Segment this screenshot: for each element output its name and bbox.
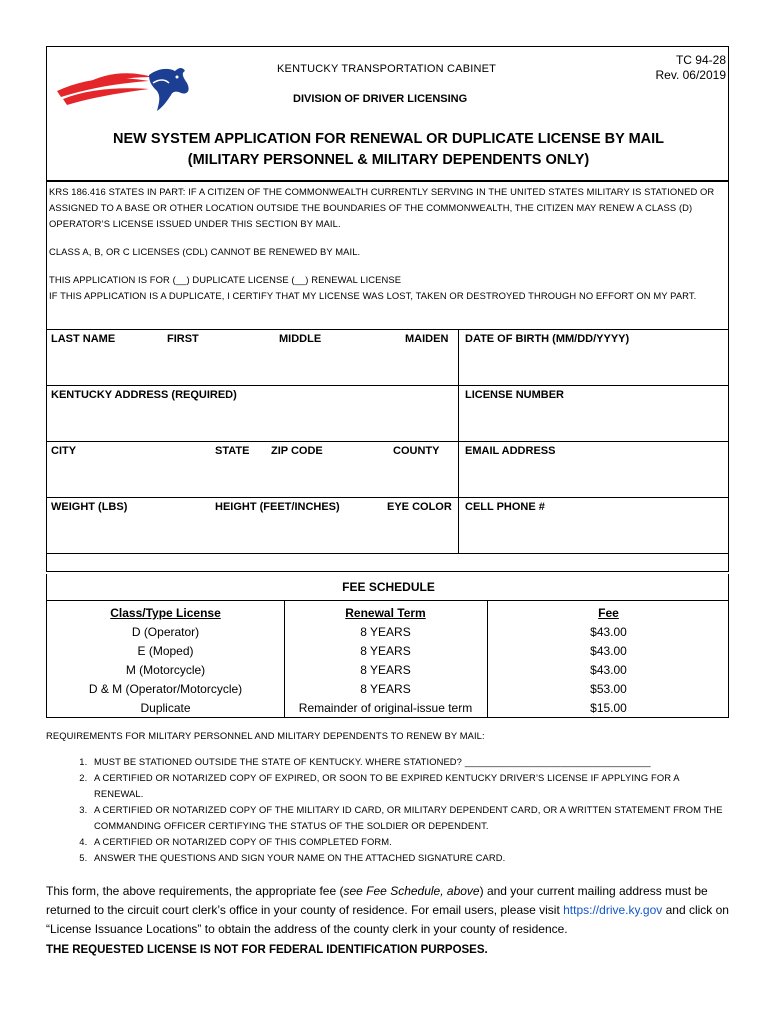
physical-row — [46, 498, 729, 554]
cell-phone-label: CELL PHONE # — [465, 501, 545, 513]
drive-ky-link[interactable]: https://drive.ky.gov — [563, 903, 663, 917]
eye-color-label: EYE COLOR — [387, 501, 452, 513]
fee-term-column — [284, 604, 487, 718]
fee-schedule — [46, 574, 729, 718]
closing-paragraph — [46, 882, 736, 939]
fee-class-cell: D (Operator) — [131, 625, 200, 639]
duplicate-certification: IF THIS APPLICATION IS A DUPLICATE, I CERTIFY THAT MY LICENSE WAS LOST, TAKEN OR DESTROYED THROUGH NO EFFORT ON MY PART. — [49, 290, 697, 301]
city-row — [46, 442, 729, 498]
fee-amount-cell: $15.00 — [590, 701, 627, 715]
fee-term-cell: 8 YEARS — [360, 663, 411, 677]
city-label: CITY — [51, 445, 77, 457]
county-label: COUNTY — [393, 445, 440, 457]
state-label: STATE — [215, 445, 250, 457]
form-subtitle: (MILITARY PERSONNEL & MILITARY DEPENDENTS ONLY) — [187, 152, 590, 168]
fee-class-cell: E (Moped) — [137, 644, 194, 658]
ky-address-label: KENTUCKY ADDRESS (REQUIRED) — [51, 389, 237, 401]
height-label: HEIGHT (FEET/INCHES) — [215, 501, 340, 513]
requirement-item: 3. A CERTIFIED OR NOTARIZED COPY OF THE MILITARY ID CARD, OR MILITARY DEPENDENT CARD, OR A WRITTEN STATEMENT FROM THE COMMANDING OFFICER CERTIFYING THE STATUS OF THE SOLDIER OR DEPENDENT. — [90, 802, 729, 834]
fee-header-term: Renewal Term — [345, 606, 426, 620]
dob-label: DATE OF BIRTH (MM/DD/YYYY) — [465, 333, 630, 345]
fee-class-cell: M (Motorcycle) — [125, 663, 206, 677]
requirement-item: 4. A CERTIFIED OR NOTARIZED COPY OF THIS COMPLETED FORM. — [90, 834, 729, 850]
division-name: DIVISION OF DRIVER LICENSING — [293, 93, 468, 105]
application-type[interactable]: THIS APPLICATION IS FOR (__) DUPLICATE LICENSE (__) RENEWAL LICENSE — [49, 274, 402, 285]
fee-amount-cell: $43.00 — [590, 644, 627, 658]
fee-class-cell: D & M (Operator/Motorcycle) — [88, 682, 243, 696]
intro-text — [46, 180, 729, 330]
zip-label: ZIP CODE — [271, 445, 323, 457]
federal-id-note: THE REQUESTED LICENSE IS NOT FOR FEDERAL IDENTIFICATION PURPOSES. — [46, 944, 488, 956]
requirements-section — [46, 728, 729, 866]
spacer-row — [46, 554, 729, 572]
fee-class-column — [47, 604, 284, 718]
name-field[interactable] — [47, 330, 459, 385]
fee-term-cell: Remainder of original-issue term — [298, 701, 473, 715]
maiden-name-label: MAIDEN — [405, 333, 449, 345]
form-number: TC 94-28 — [675, 53, 726, 67]
fee-term-cell: 8 YEARS — [360, 682, 411, 696]
kentucky-horse-logo-icon — [53, 61, 193, 116]
revision-date: Rev. 06/2019 — [655, 68, 726, 82]
closing-text: This form, the above requirements, the appropriate fee ( — [46, 884, 344, 898]
requirement-item[interactable]: 1. MUST BE STATIONED OUTSIDE THE STATE OF KENTUCKY. WHERE STATIONED? ___________________________________ — [90, 754, 729, 770]
fee-header-class: Class/Type License — [110, 606, 221, 620]
closing-text: ) and your current mailing address must be returned to the circuit court clerk’s office in your county of residence. For email users, please visit — [46, 884, 708, 917]
weight-label: WEIGHT (LBS) — [51, 501, 128, 513]
fee-term-cell: 8 YEARS — [360, 644, 411, 658]
form-page — [46, 46, 729, 980]
requirements-list — [46, 754, 729, 866]
fee-schedule-title: FEE SCHEDULE — [342, 580, 435, 594]
address-row — [46, 386, 729, 442]
closing-text: and click on “License Issuance Locations” to obtain the address of the county clerk in your county of residence. — [46, 903, 729, 936]
form-title: NEW SYSTEM APPLICATION FOR RENEWAL OR DUPLICATE LICENSE BY MAIL — [112, 131, 665, 147]
physical-field[interactable] — [47, 498, 459, 553]
fee-class-cell: Duplicate — [140, 701, 191, 715]
fee-amount-cell: $43.00 — [590, 625, 627, 639]
form-number-block — [656, 53, 727, 83]
statute-paragraph: KRS 186.416 STATES IN PART: IF A CITIZEN OF THE COMMONWEALTH CURRENTLY SERVING IN THE UNITED STATES MILITARY IS STATIONED OR ASSIGNED TO A BASE OR OTHER LOCATION OUTSIDE THE BOUNDARIES OF THE COMMONWEALTH, THE CITIZEN MAY RENEW A CLASS (D) OPERATOR’S LICENSE ISSUED UNDER THIS SECTION BY MAIL. — [49, 186, 715, 229]
requirement-item: 2. A CERTIFIED OR NOTARIZED COPY OF EXPIRED, OR SOON TO BE EXPIRED KENTUCKY DRIVER’S LICENSE IF APPLYING FOR A RENEWAL. — [90, 770, 729, 802]
cdl-note: CLASS A, B, OR C LICENSES (CDL) CANNOT BE RENEWED BY MAIL. — [49, 246, 361, 257]
last-name-label: LAST NAME — [51, 333, 116, 345]
requirement-item: 5. ANSWER THE QUESTIONS AND SIGN YOUR NAME ON THE ATTACHED SIGNATURE CARD. — [90, 850, 729, 866]
fee-header-fee: Fee — [598, 606, 619, 620]
agency-name: KENTUCKY TRANSPORTATION CABINET — [277, 63, 497, 75]
fee-amount-cell: $43.00 — [590, 663, 627, 677]
requirements-heading: REQUIREMENTS FOR MILITARY PERSONNEL AND MILITARY DEPENDENTS TO RENEW BY MAIL: — [46, 730, 485, 741]
fee-term-cell: 8 YEARS — [360, 625, 411, 639]
form-header — [46, 46, 729, 180]
fee-amount-column — [487, 604, 730, 718]
middle-name-label: MIDDLE — [279, 333, 322, 345]
closing-italic: see Fee Schedule, above — [343, 884, 480, 898]
name-row — [46, 330, 729, 386]
email-label: EMAIL ADDRESS — [465, 445, 556, 457]
applicant-info-grid — [46, 330, 729, 572]
city-field[interactable] — [47, 442, 459, 497]
address-field[interactable] — [47, 386, 459, 441]
license-number-label: LICENSE NUMBER — [465, 389, 565, 401]
first-name-label: FIRST — [167, 333, 199, 345]
fee-amount-cell: $53.00 — [590, 682, 627, 696]
